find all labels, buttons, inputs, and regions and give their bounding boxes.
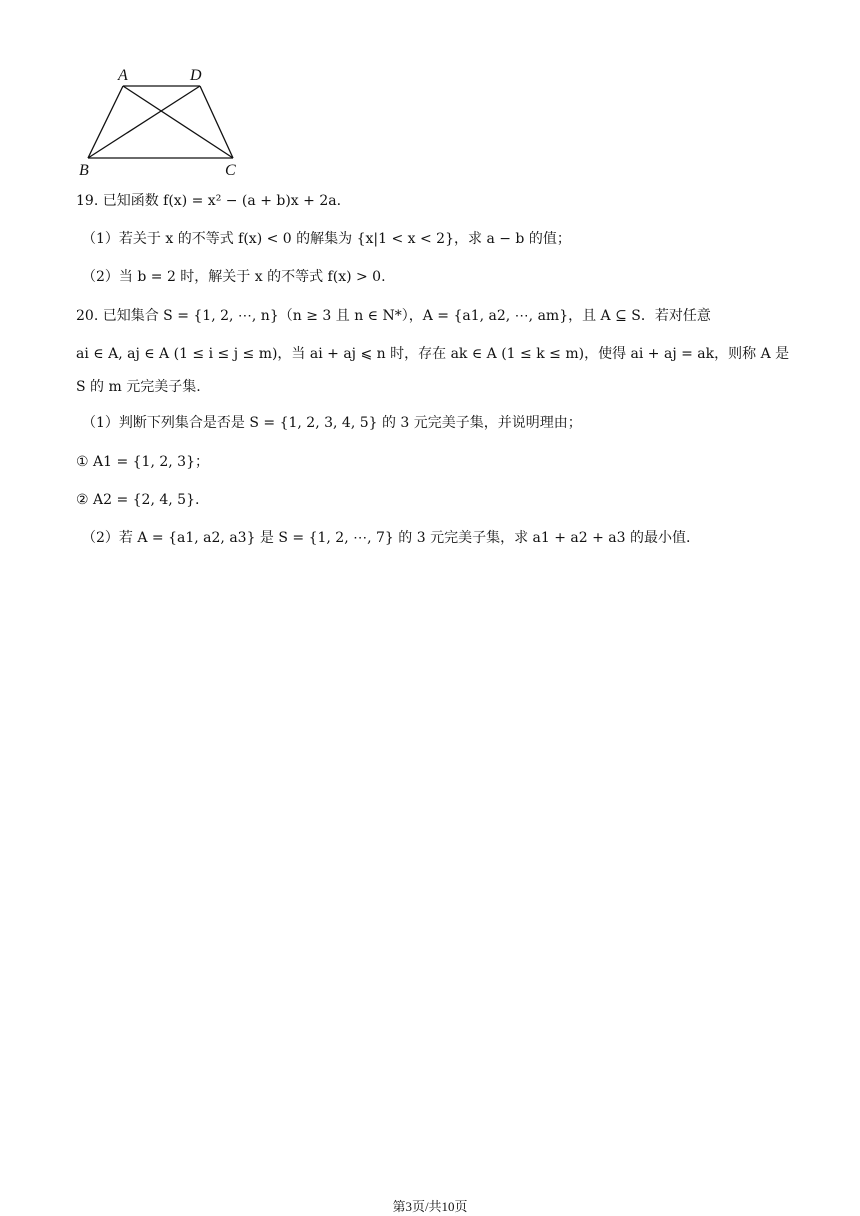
q19-stem: 19. 已知函数 f(x) = x² − (a + b)x + 2a. — [76, 193, 342, 209]
trapezoid-figure — [76, 62, 246, 180]
q20-part2: （2）若 A = {a1, a2, a3} 是 S = {1, 2, ⋯, 7} 的 3 元完美子集，求 a1 + a2 + a3 的最小值. — [82, 530, 691, 546]
q19-part2: （2）当 b = 2 时，解关于 x 的不等式 f(x) > 0. — [82, 269, 386, 285]
q20-item1: ① A1 = {1, 2, 3}； — [76, 454, 209, 470]
vertex-label-d: D — [190, 67, 202, 84]
q20-stem-line2: ai ∈ A, aj ∈ A (1 ≤ i ≤ j ≤ m)，当 ai + aj ⩽ n 时，存在 ak ∈ A (1 ≤ k ≤ m)，使得 ai + aj = ak，则称 A 是 — [76, 346, 790, 362]
vertex-label-b: B — [79, 162, 89, 179]
page-number: 第3页/共10页 — [392, 1199, 468, 1214]
q20-stem: 20. 已知集合 S = {1, 2, ⋯, n}（n ≥ 3 且 n ∈ N*），A = {a1, a2, ⋯, am}，且 A ⊆ S．若对任意 — [76, 308, 711, 324]
vertex-label-a: A — [118, 67, 128, 84]
q19-part1: （1）若关于 x 的不等式 f(x) < 0 的解集为 {x|1 < x < 2}，求 a − b 的值； — [82, 231, 571, 247]
q20-stem-line3: S 的 m 元完美子集. — [76, 379, 201, 395]
trapezoid-diagram — [76, 62, 246, 180]
q20-part1: （1）判断下列集合是否是 S = {1, 2, 3, 4, 5} 的 3 元完美子集，并说明理由； — [82, 415, 582, 431]
q20-item2: ② A2 = {2, 4, 5}. — [76, 492, 200, 508]
vertex-label-c: C — [225, 162, 236, 179]
